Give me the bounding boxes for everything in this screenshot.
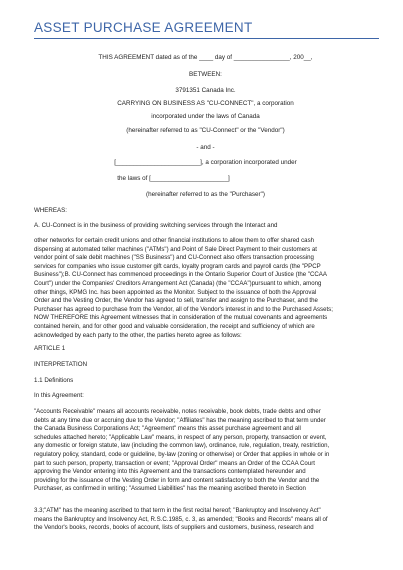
recital-line: Business");B. CU-Connect has commenced proceedings in the Ontario Superior Court of Justice (the "CCAA <box>34 271 327 279</box>
recitals-paragraph <box>34 237 380 340</box>
recital-line: services for companies who issue customer gift cards, loyalty program cards and payroll cards (the "PPCP <box>34 262 321 270</box>
definition-line: regulatory policy, standard, code or guideline, by-law (zoning or otherwise) or Order that applies in whole or in <box>34 450 330 458</box>
definition-line: part to such person, property, transaction or event; "Approval Order" means an Order of the CCAA Court <box>34 459 315 467</box>
party2-line-1: [________________________], a corporation incorporated under <box>114 159 297 166</box>
recital-a-first-line: A. CU-Connect is in the business of providing switching services through the Interact and <box>34 222 278 229</box>
definition-line: Purchaser, as confirmed in writing; "Assumed Liabilities" has the meaning ascribed thereto in Section <box>34 485 306 493</box>
recital-line: NOW THEREFORE this Agreement witnesses that in consideration of the mutual covenants and agreements <box>34 314 328 322</box>
recital-line: Court") under the Companies' Creditors Arrangement Act (Canada) (the "CCAA")pursuant to which, among <box>34 279 322 287</box>
definition-line: debts at any time due or accruing due to the Vendor; "Affiliates" has the meaning ascribed to that term under <box>34 416 326 424</box>
recital-line: other things, KPMG Inc. has been appointed as the Monitor. Subject to the issuance of both the Approval <box>34 288 317 296</box>
article-subheading: INTERPRETATION <box>34 361 88 368</box>
definitions-paragraph-1 <box>34 408 380 494</box>
party1-business: CARRYING ON BUSINESS AS "CU-CONNECT", a corporation <box>117 100 294 107</box>
definition-line: approving the Vendor entering into this Agreement and the transactions contemplated hereunder and <box>34 468 306 476</box>
definition-line: schedules attached hereto; "Applicable Law" means, in respect of any person, property, transaction or event, <box>34 433 327 441</box>
recital-line: contained herein, and for other good and valuable consideration, the receipt and sufficiency of which are <box>34 322 315 330</box>
document-title: ASSET PURCHASE AGREEMENT <box>34 20 253 35</box>
recital-line: other networks for certain credit unions and other financial institutions to allow them to offer shared cash <box>34 237 315 244</box>
definition-line: means the Bankruptcy and Insolvency Act, R.S.C.1985, c. 3, as amended; "Books and Records" means all of <box>34 515 328 523</box>
article-heading: ARTICLE 1 <box>34 345 66 352</box>
agreement-date-line: THIS AGREEMENT dated as of the ____ day of ________________, 200__, <box>98 54 313 61</box>
definition-line: 3.3;"ATM" has the meaning ascribed to that term in the first recital hereof; "Bankruptcy and Insolvency Act" <box>34 507 321 514</box>
definition-line: any domestic or foreign statute, law (including the common law), ordinance, rule, regulation, treaty, restriction, <box>34 442 330 450</box>
recital-line: Order and the Vesting Order, the Vendor has agreed to sell, transfer and assign to the Purchaser, and the <box>34 297 318 305</box>
definitions-intro: In this Agreement: <box>34 392 84 399</box>
between-label: BETWEEN: <box>189 71 222 78</box>
recital-line: vendor point of sale debit machines ("SS Business") and CU-Connect also offers transaction processing <box>34 254 314 262</box>
definition-line: the Vendor's books, records, books of account, lists of suppliers and customers, business, research and <box>34 524 314 532</box>
title-underline <box>34 38 379 39</box>
party2-reference: (hereinafter referred to as the "Purchaser") <box>146 191 265 198</box>
recital-line: acknowledged by each party to the other, the parties hereto agree as follows: <box>34 331 242 339</box>
party2-line-2: the laws of [______________________] <box>117 175 230 182</box>
whereas-heading: WHEREAS: <box>34 207 68 214</box>
party1-jurisdiction: incorporated under the laws of Canada <box>151 113 260 120</box>
recital-line: Purchaser has agreed to purchase from the Vendor, all of the Vendor's interest in and to the Purchased Assets; <box>34 305 333 313</box>
definition-line: "Accounts Receivable" means all accounts receivable, notes receivable, book debts, trade debts and other <box>34 408 321 415</box>
and-separator: - and - <box>196 144 215 151</box>
party1-name: 3791351 Canada Inc. <box>175 87 236 94</box>
definitions-paragraph-2 <box>34 507 380 533</box>
definition-line: the Canada Business Corporations Act; "Agreement" means this asset purchase agreement and all <box>34 425 301 433</box>
recital-line: dispensing at automated teller machines ("ATMs") and Point of Sale Direct Payment to their customers at <box>34 245 317 253</box>
section-heading: 1.1 Definitions <box>34 377 74 384</box>
party1-reference: (hereinafter referred to as "CU-Connect" or the "Vendor") <box>126 127 285 134</box>
definition-line: providing for the issuance of the Vesting Order in form and content satisfactory to both the Vendor and the <box>34 476 320 484</box>
